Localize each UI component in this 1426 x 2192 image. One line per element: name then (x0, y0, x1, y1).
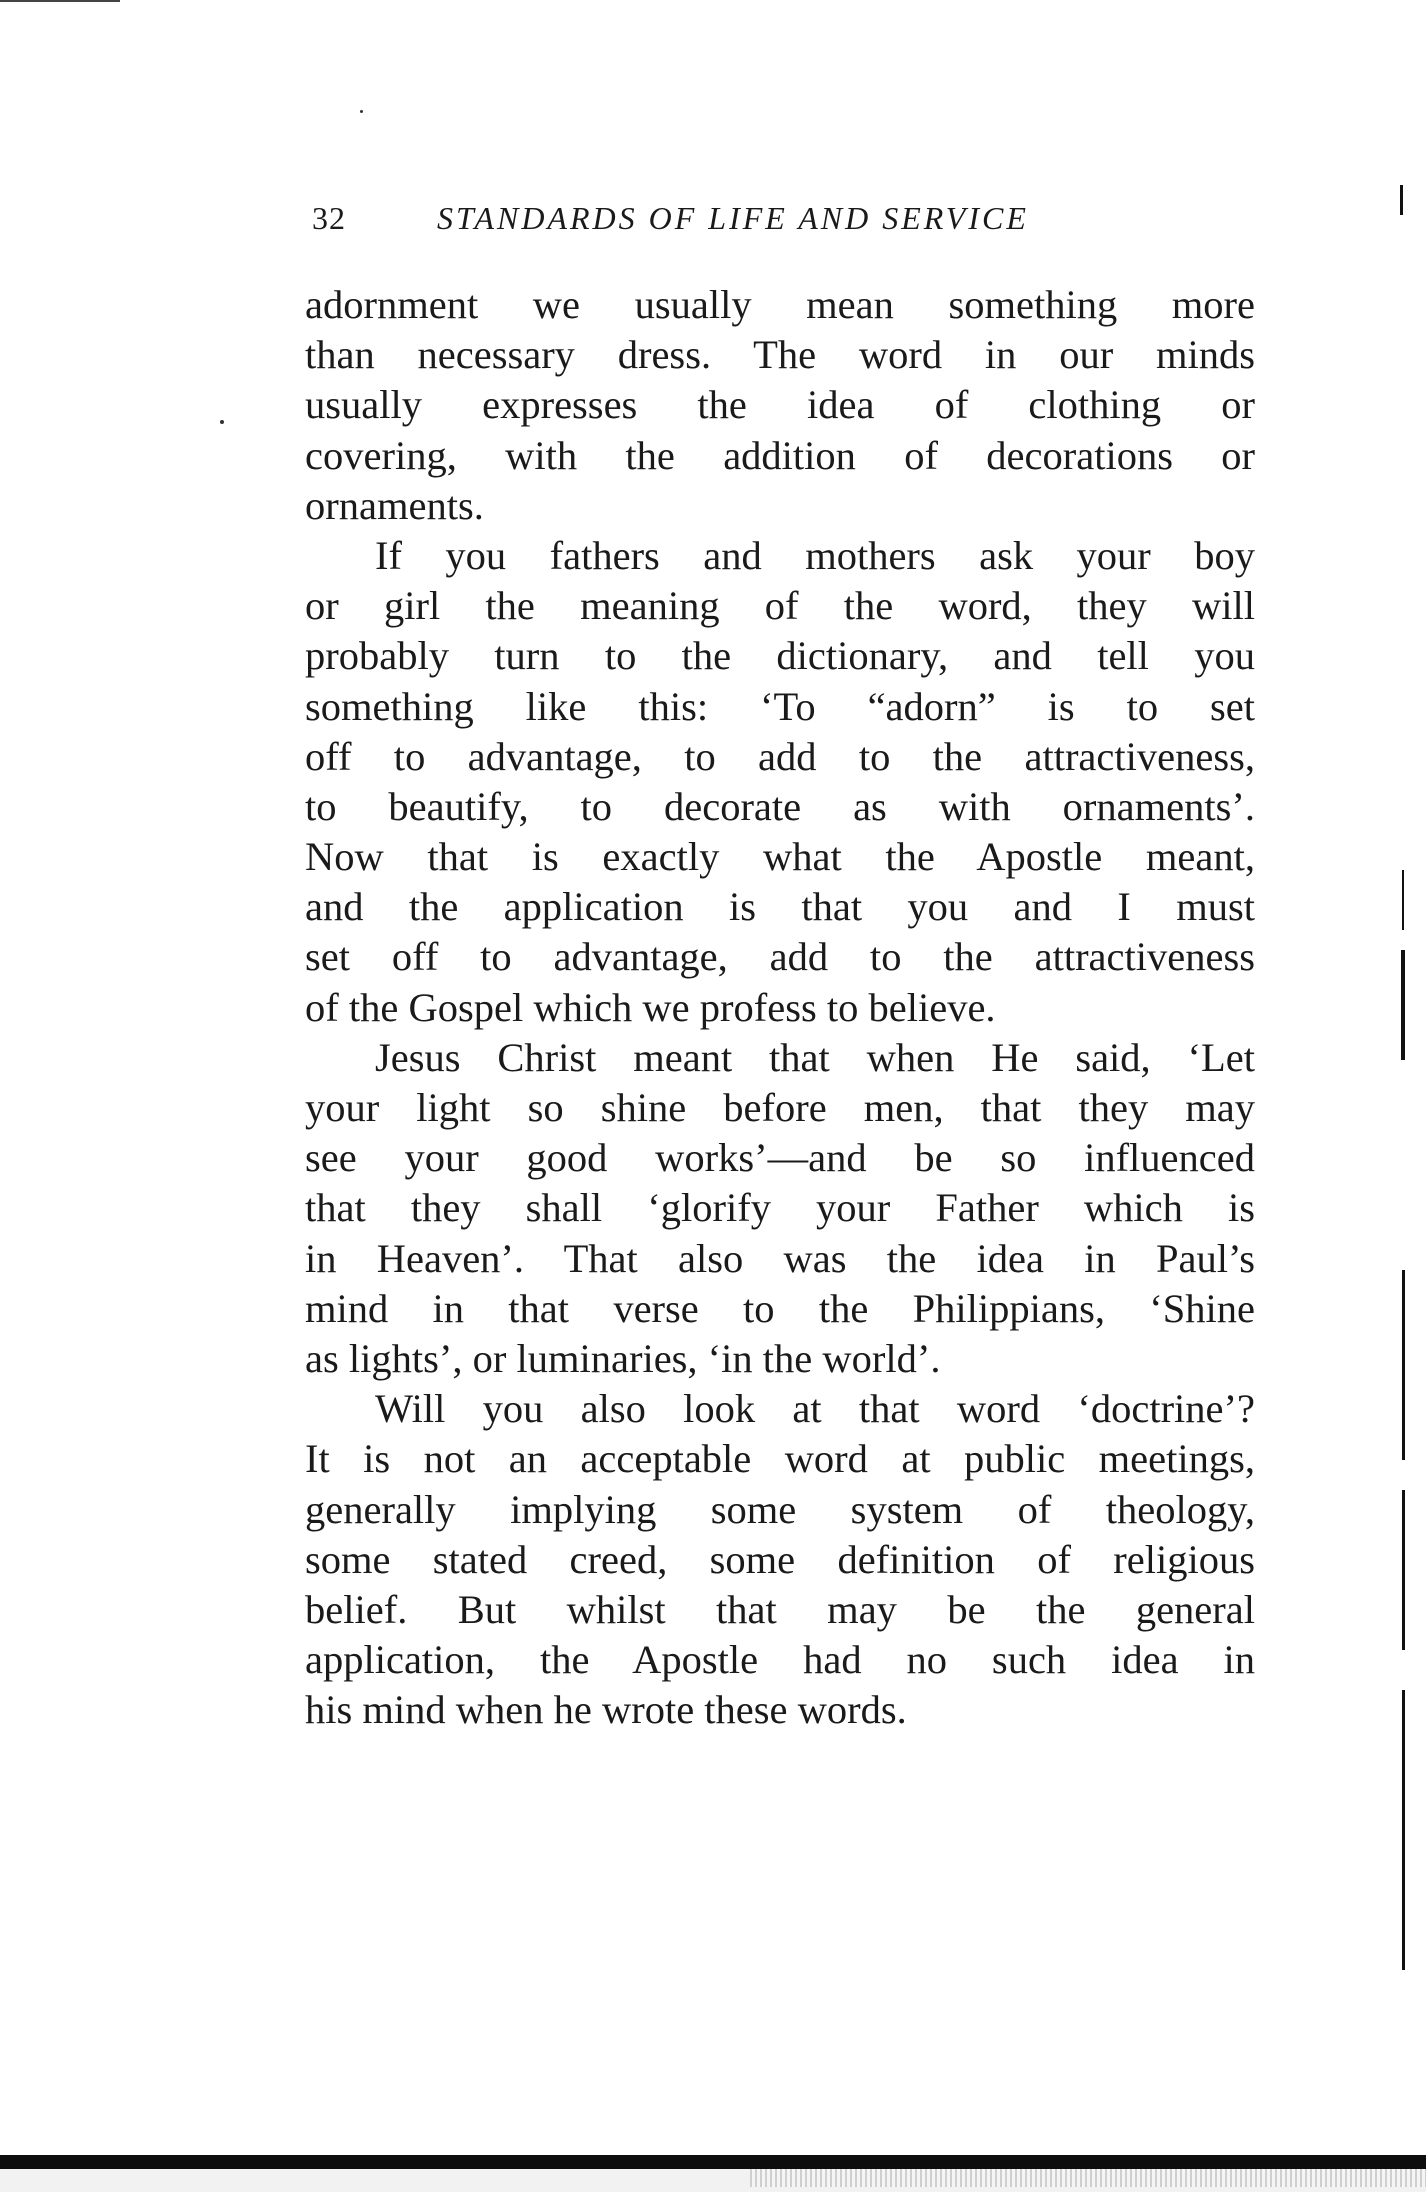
text-line: than necessary dress. The word in our minds (305, 332, 1255, 378)
text-line: Will you also look at that word ‘doctrine’? (375, 1386, 1255, 1432)
scan-margin-mark (1402, 1490, 1405, 1650)
text-line: Jesus Christ meant that when He said, ‘Let (375, 1034, 1255, 1080)
text-line: that they shall ‘glorify your Father which is (305, 1185, 1255, 1231)
page-header (312, 200, 1252, 250)
text-line: adornment we usually mean something more (305, 282, 1255, 327)
page-number: 32 (312, 200, 346, 236)
scan-margin-mark (1402, 1270, 1405, 1460)
text-line: see your good works’—and be so influenced (305, 1135, 1255, 1181)
body-text (305, 280, 1255, 1735)
text-line: It is not an acceptable word at public meetings, (305, 1436, 1255, 1482)
scan-edge-rule (0, 0, 120, 2)
scan-bottom-noise (750, 2169, 1426, 2187)
text-line: probably turn to the dictionary, and tell you (305, 633, 1255, 679)
text-line: If you fathers and mothers ask your boy (375, 532, 1255, 578)
running-title: STANDARDS OF LIFE AND SERVICE (437, 200, 1029, 236)
text-line: to beautify, to decorate as with ornaments’. (305, 783, 1255, 829)
text-line: or girl the meaning of the word, they will (305, 583, 1255, 629)
scan-margin-mark (1402, 1690, 1405, 1970)
text-line: and the application is that you and I must (305, 884, 1255, 930)
scan-margin-mark (1401, 950, 1405, 1060)
text-line: mind in that verse to the Philippians, ‘Shine (305, 1285, 1255, 1331)
scan-bottom-edge (0, 2155, 1426, 2169)
text-line: generally implying some system of theology, (305, 1486, 1255, 1532)
text-line: belief. But whilst that may be the general (305, 1586, 1255, 1632)
scan-speck (360, 110, 363, 113)
text-line: as lights’, or luminaries, ‘in the world’. (305, 1335, 941, 1381)
text-line: something like this: ‘To “adorn” is to set (305, 683, 1255, 729)
text-line: application, the Apostle had no such idea in (305, 1637, 1255, 1683)
scan-speck (220, 420, 224, 424)
scan-margin-mark (1400, 185, 1403, 215)
text-line: ornaments. (305, 482, 484, 528)
scan-margin-mark (1402, 870, 1404, 930)
text-line: covering, with the addition of decorations or (305, 432, 1255, 478)
text-line: Now that is exactly what the Apostle meant, (305, 834, 1255, 880)
text-line: set off to advantage, add to the attractiveness (305, 934, 1255, 980)
text-line: some stated creed, some definition of religious (305, 1536, 1255, 1582)
text-line: his mind when he wrote these words. (305, 1687, 907, 1733)
text-line: off to advantage, to add to the attractiveness, (305, 733, 1255, 779)
text-line: your light so shine before men, that they may (305, 1085, 1255, 1130)
text-line: usually expresses the idea of clothing or (305, 382, 1255, 428)
text-line: of the Gospel which we profess to believe. (305, 984, 996, 1030)
text-line: in Heaven’. That also was the idea in Paul’s (305, 1235, 1255, 1281)
